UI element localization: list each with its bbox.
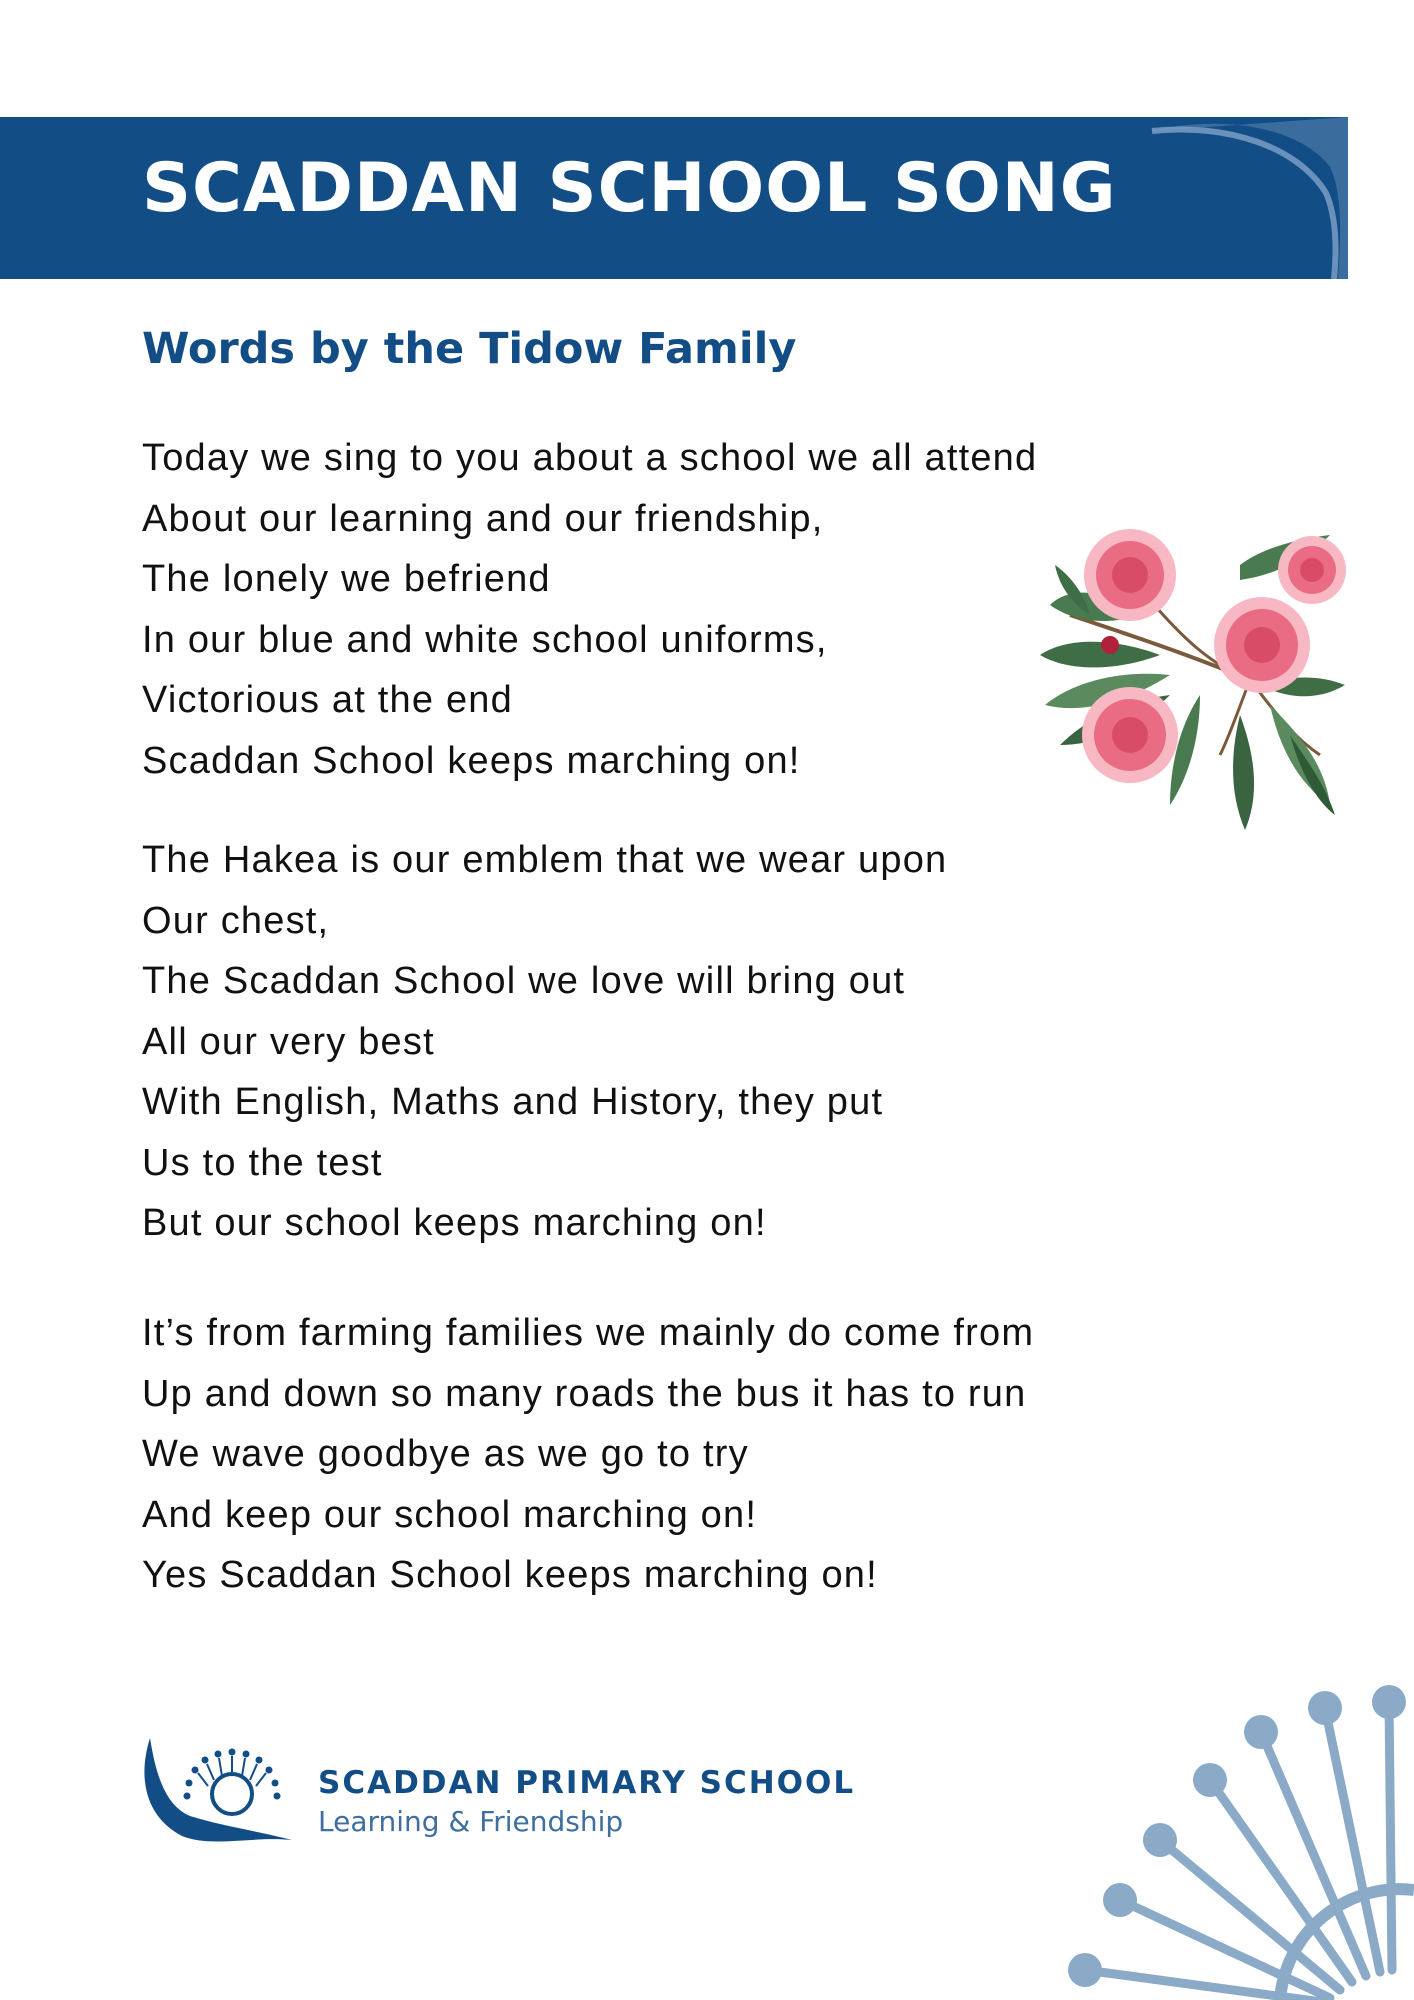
lyric-line: In our blue and white school uniforms, (142, 618, 828, 661)
song-credit: Words by the Tidow Family (142, 324, 797, 374)
lyric-line: Today we sing to you about a school we all attend (142, 437, 1038, 479)
lyric-line: All our very best (142, 1020, 435, 1063)
verse-1 (142, 428, 1037, 791)
sunburst-corner-icon (1040, 1670, 1414, 2000)
lyric-line: With English, Maths and History, they put (142, 1081, 884, 1123)
school-tagline: Learning & Friendship (318, 1805, 624, 1838)
lyric-line: Victorious at the end (142, 679, 513, 721)
title-banner (0, 117, 1348, 279)
verse-3 (142, 1303, 1034, 1606)
lyric-line: The lonely we befriend (142, 558, 551, 600)
school-name: SCADDAN PRIMARY SCHOOL (318, 1765, 856, 1801)
lyric-line: Yes Scaddan School keeps marching on! (142, 1554, 878, 1596)
lyric-line: Scaddan School keeps marching on! (142, 739, 801, 782)
lyric-line: Our chest, (142, 899, 330, 942)
lyric-line: It’s from farming families we mainly do come from (142, 1312, 1035, 1354)
lyric-line: And keep our school marching on! (142, 1493, 758, 1536)
verse-2 (142, 830, 947, 1254)
lyric-line: About our learning and our friendship, (142, 497, 824, 540)
lyric-line: The Scaddan School we love will bring out (142, 960, 906, 1002)
lyric-line: We wave goodbye as we go to try (142, 1433, 749, 1475)
lyric-line: But our school keeps marching on! (142, 1202, 767, 1244)
lyric-line: Us to the test (142, 1141, 383, 1184)
school-logo-icon (142, 1736, 302, 1846)
lyric-line: Up and down so many roads the bus it has to run (142, 1372, 1027, 1415)
lyric-line: The Hakea is our emblem that we wear upon (142, 839, 948, 881)
hakea-flower-icon (1030, 505, 1350, 835)
page-title: SCADDAN SCHOOL SONG (142, 149, 1117, 228)
wave-swoosh-icon (1148, 117, 1348, 279)
